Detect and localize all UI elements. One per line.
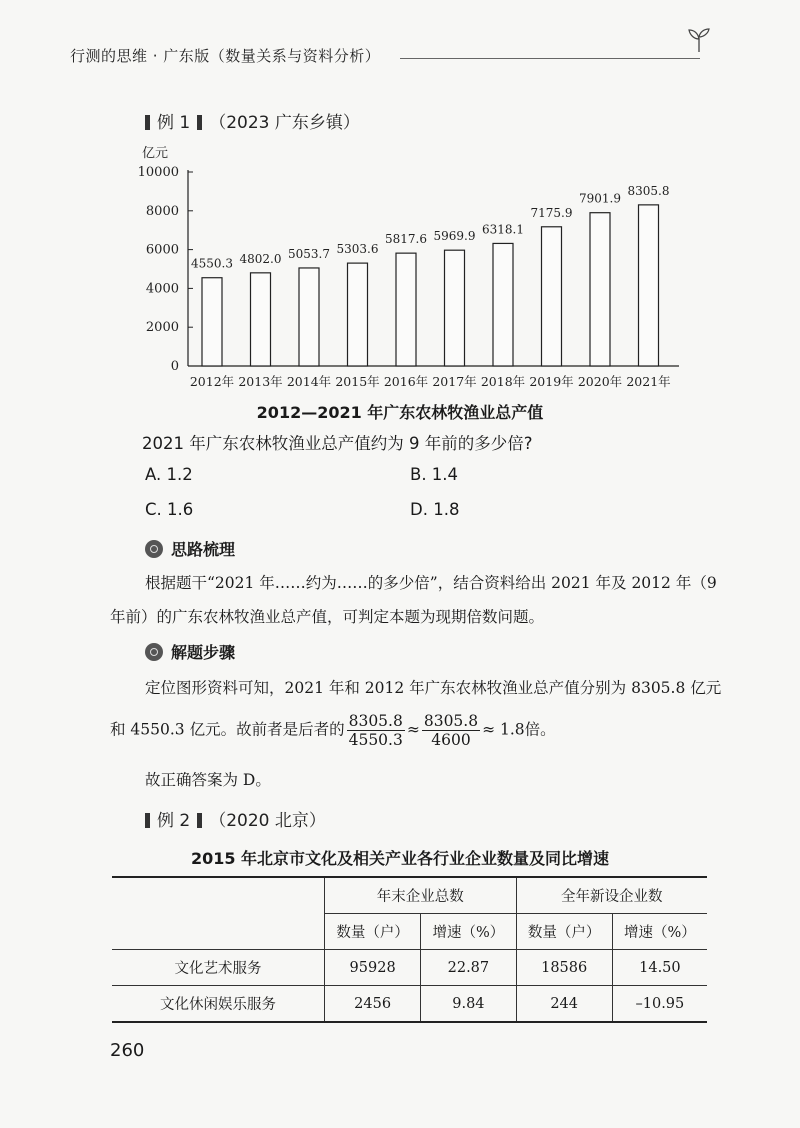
table-cell: 22.87 xyxy=(421,950,516,986)
table-cell: –10.95 xyxy=(612,986,707,1023)
bar-chart xyxy=(130,140,710,400)
table-cell: 18586 xyxy=(516,950,612,986)
bar-value-label: 5303.6 xyxy=(336,242,379,257)
bar xyxy=(493,243,513,366)
table-subheader: 增速（%） xyxy=(421,914,516,950)
data-table xyxy=(112,876,707,1023)
fraction-2-numerator: 8305.8 xyxy=(423,712,479,730)
example-1-label xyxy=(145,108,360,133)
x-tick-label: 2017年 xyxy=(432,374,477,389)
table-cell: 95928 xyxy=(325,950,421,986)
table-subheader: 数量（户） xyxy=(325,914,421,950)
example-2-number: 例 2 xyxy=(157,811,191,831)
chart-y-axis-label: 亿元 xyxy=(142,146,169,161)
table-cell: 2456 xyxy=(325,986,421,1023)
table-subheader: 增速（%） xyxy=(612,914,707,950)
steps-line-2-prefix: 和 4550.3 亿元。故前者是后者的 xyxy=(110,720,345,739)
y-tick-label: 4000 xyxy=(145,281,179,297)
y-tick-label: 0 xyxy=(170,359,179,374)
question-text: 2021 年广东农林牧渔业总产值约为 9 年前的多少倍? xyxy=(142,434,533,453)
bar xyxy=(202,278,222,366)
label-bar-right xyxy=(197,813,202,828)
steps-line-2 xyxy=(110,712,556,749)
bar-value-label: 5969.9 xyxy=(433,229,476,244)
bar-value-label: 4802.0 xyxy=(239,251,282,266)
x-tick-label: 2013年 xyxy=(238,374,283,389)
x-tick-label: 2021年 xyxy=(626,374,671,389)
x-tick-label: 2014年 xyxy=(286,374,332,389)
bar xyxy=(542,227,562,366)
option-d: D. 1.8 xyxy=(410,500,460,519)
table-subheader: 数量（户） xyxy=(516,914,612,950)
label-bar-left xyxy=(145,115,150,130)
table-cell: 14.50 xyxy=(612,950,707,986)
chart-bars xyxy=(191,184,670,366)
example-1-source: （2023 广东乡镇） xyxy=(209,113,360,133)
section-bullet-icon xyxy=(145,540,163,558)
section-steps-heading xyxy=(145,640,235,663)
running-header-title: 行测的思维 · 广东版（数量关系与资料分析） xyxy=(70,47,381,65)
section-bullet-icon xyxy=(145,643,163,661)
table-header-row xyxy=(112,877,707,914)
steps-line-1: 定位图形资料可知，2021 年和 2012 年广东农林牧渔业总产值分别为 8305.8 亿元 xyxy=(145,679,722,697)
answer-line: 故正确答案为 D。 xyxy=(145,771,271,789)
example-1-number: 例 1 xyxy=(157,113,191,133)
x-tick-label: 2012年 xyxy=(189,374,235,389)
example-2-label xyxy=(145,806,326,831)
thinking-line-2: 年前）的广东农林牧渔业总产值，可判定本题为现期倍数问题。 xyxy=(110,608,545,626)
bar xyxy=(590,213,610,366)
option-b: B. 1.4 xyxy=(410,465,459,484)
section-steps-title: 解题步骤 xyxy=(171,643,236,662)
bar-value-label: 4550.3 xyxy=(191,256,233,271)
table-cell: 9.84 xyxy=(421,986,516,1023)
steps-line-2-suffix: ≈ 1.8倍。 xyxy=(482,720,556,739)
sprout-icon xyxy=(684,26,714,54)
option-c: C. 1.6 xyxy=(145,500,194,519)
table-row xyxy=(112,986,707,1023)
y-tick-label: 8000 xyxy=(145,203,179,219)
table-group-header: 年末企业总数 xyxy=(325,877,517,914)
y-tick-label: 10000 xyxy=(137,165,179,180)
table-row-label: 文化艺术服务 xyxy=(112,950,325,986)
table-row-label: 文化休闲娱乐服务 xyxy=(112,986,325,1023)
fraction-1 xyxy=(347,712,405,749)
table-group-header: 全年新设企业数 xyxy=(516,877,707,914)
label-bar-left xyxy=(145,813,150,828)
bar-value-label: 7901.9 xyxy=(579,191,621,206)
x-tick-label: 2020年 xyxy=(577,374,623,389)
bar-value-label: 6318.1 xyxy=(482,222,524,237)
section-thinking-heading xyxy=(145,537,235,560)
fraction-2-denominator: 4600 xyxy=(431,731,471,749)
fraction-1-numerator: 8305.8 xyxy=(348,712,403,730)
bar xyxy=(445,250,465,366)
label-bar-right xyxy=(197,115,202,130)
bar-value-label: 7175.9 xyxy=(530,205,573,220)
bar-value-label: 8305.8 xyxy=(627,183,670,198)
table-cell: 244 xyxy=(516,986,612,1023)
example-2-source: （2020 北京） xyxy=(209,811,326,831)
section-thinking-title: 思路梳理 xyxy=(171,540,236,559)
bar xyxy=(299,268,319,366)
header-rule xyxy=(400,58,700,59)
table-title: 2015 年北京市文化及相关产业各行业企业数量及同比增速 xyxy=(190,849,610,868)
fraction-1-denominator: 4550.3 xyxy=(348,731,403,749)
bar xyxy=(348,263,368,366)
page-number: 260 xyxy=(110,1040,145,1061)
x-tick-label: 2015年 xyxy=(335,374,380,389)
thinking-line-1: 根据题干“2021 年……约为……的多少倍”，结合资料给出 2021 年及 2012 年（9 xyxy=(145,574,717,592)
approx-sign: ≈ xyxy=(406,720,420,739)
table-row xyxy=(112,950,707,986)
chart-x-axis xyxy=(188,366,679,389)
y-tick-label: 6000 xyxy=(145,242,179,258)
bar xyxy=(396,253,416,366)
bar-value-label: 5053.7 xyxy=(288,246,330,261)
table-corner-cell xyxy=(112,877,325,950)
bar xyxy=(251,273,271,366)
bar-value-label: 5817.6 xyxy=(385,232,427,247)
option-a: A. 1.2 xyxy=(145,465,193,484)
x-tick-label: 2016年 xyxy=(383,374,429,389)
x-tick-label: 2018年 xyxy=(480,374,526,389)
chart-y-axis xyxy=(138,165,193,374)
bar xyxy=(639,205,659,366)
x-tick-label: 2019年 xyxy=(529,374,574,389)
y-tick-label: 2000 xyxy=(145,320,179,336)
fraction-2 xyxy=(422,712,480,749)
chart-title: 2012—2021 年广东农林牧渔业总产值 xyxy=(256,403,544,422)
